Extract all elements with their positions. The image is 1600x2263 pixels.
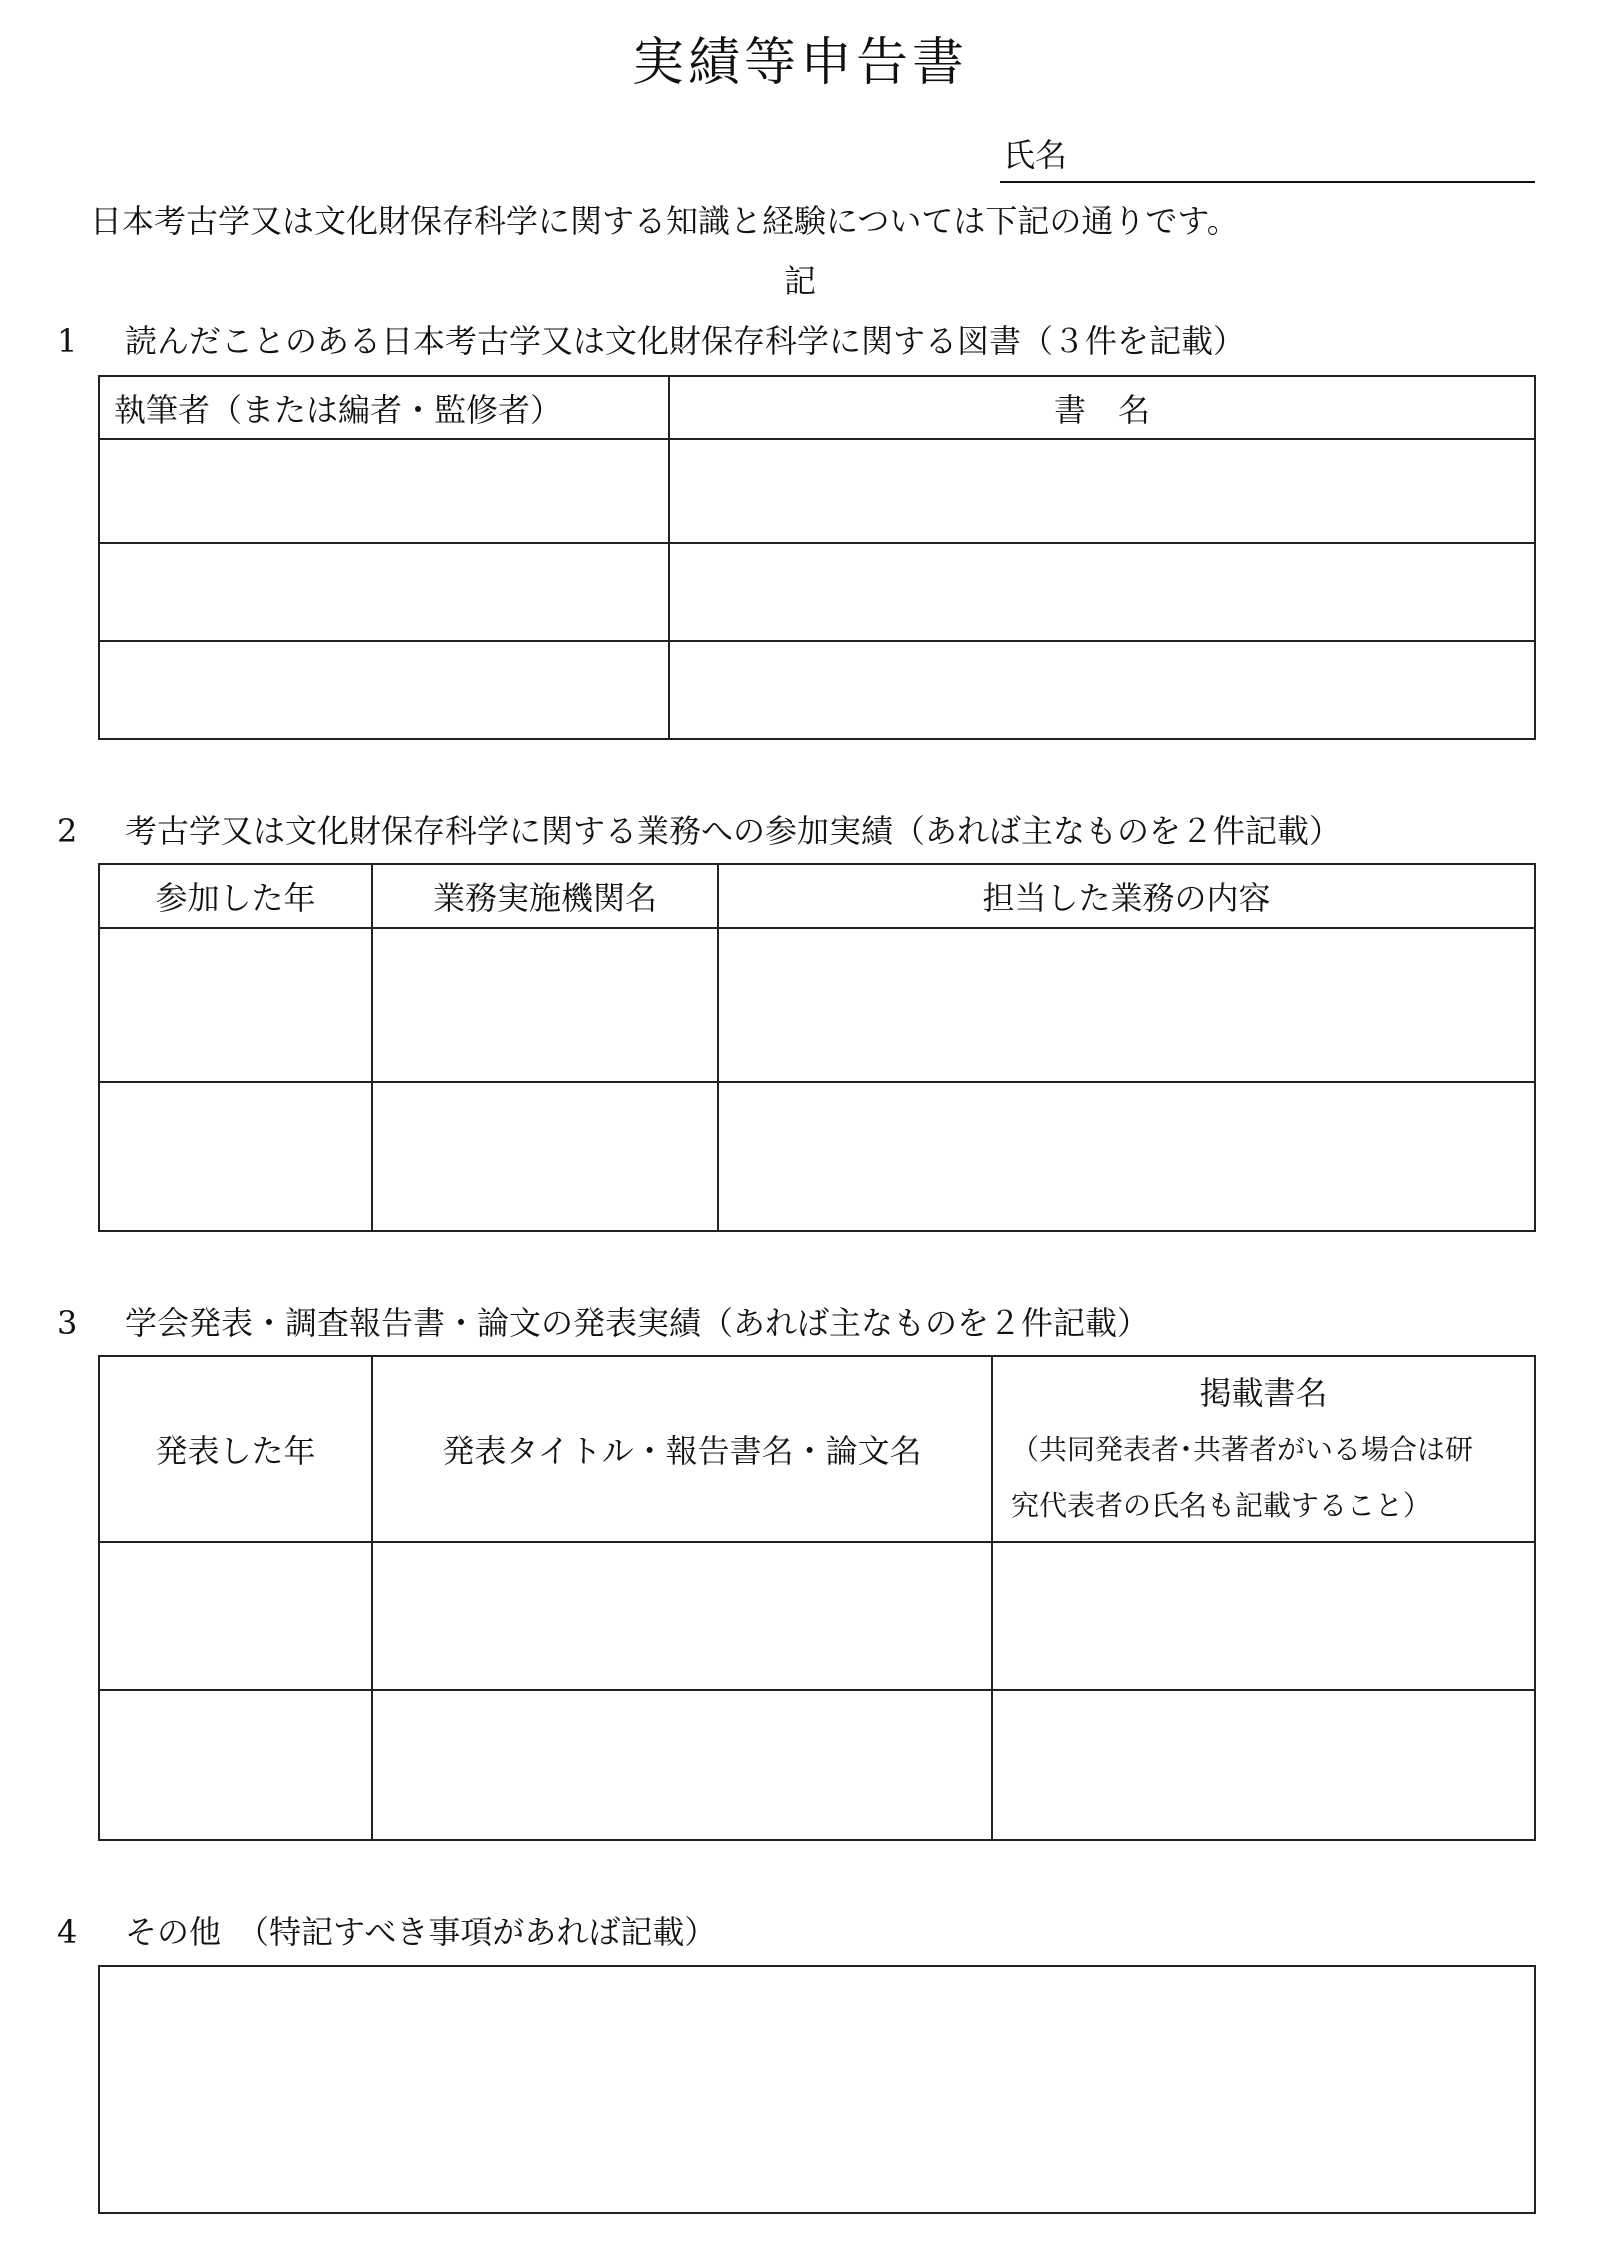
pubs-row-1 — [99, 1542, 1535, 1690]
duties-row-1-year-cell[interactable] — [99, 928, 372, 1082]
duties-row-1-org-cell[interactable] — [372, 928, 718, 1082]
books-col-author: 執筆者（または編者・監修者） — [99, 376, 669, 439]
duties-row-1-duty-cell[interactable] — [718, 928, 1535, 1082]
books-row-2-author-cell[interactable] — [99, 543, 669, 641]
section1-number: 1 — [57, 322, 78, 360]
books-row-3-title-cell[interactable] — [669, 641, 1535, 739]
books-row-1-author-cell[interactable] — [99, 439, 669, 543]
pubs-col-title: 発表タイトル・報告書名・論文名 — [372, 1356, 992, 1542]
section3-heading — [57, 1300, 1149, 1346]
section4-number: 4 — [57, 1913, 78, 1951]
duties-col-org: 業務実施機関名 — [372, 864, 718, 928]
ki-heading: 記 — [783, 262, 816, 300]
pubs-col-publication — [992, 1356, 1535, 1542]
duties-row-2-year-cell[interactable] — [99, 1082, 372, 1231]
section2-heading — [57, 808, 1341, 854]
name-field-line[interactable] — [1000, 181, 1535, 183]
pubs-row-2-publication-cell[interactable] — [992, 1690, 1535, 1840]
duties-table — [98, 863, 1536, 1232]
books-row-1 — [99, 439, 1535, 543]
section1-heading-text: 読んだことのある日本考古学又は文化財保存科学に関する図書（３件を記載） — [125, 322, 1246, 360]
pubs-row-2 — [99, 1690, 1535, 1840]
publications-table — [98, 1355, 1536, 1841]
duties-col-duty: 担当した業務の内容 — [718, 864, 1535, 928]
books-row-3 — [99, 641, 1535, 739]
pubs-row-1-title-cell[interactable] — [372, 1542, 992, 1690]
duties-row-2-duty-cell[interactable] — [718, 1082, 1535, 1231]
pubs-col-publication-label: 掲載書名 — [1199, 1374, 1328, 1412]
document-title: 実績等申告書 — [631, 33, 968, 93]
section3-heading-text: 学会発表・調査報告書・論文の発表実績（あれば主なものを２件記載） — [125, 1304, 1150, 1342]
pubs-col-publication-note-1: （共同発表者･共著者がいる場合は研 — [1011, 1433, 1474, 1466]
name-label: 氏名 — [1003, 136, 1068, 174]
duties-col-year: 参加した年 — [99, 864, 372, 928]
books-row-1-title-cell[interactable] — [669, 439, 1535, 543]
pubs-col-publication-note-2: 究代表者の氏名も記載すること） — [1011, 1489, 1432, 1522]
books-row-2 — [99, 543, 1535, 641]
section4-heading-text: その他 （特記すべき事項があれば記載） — [125, 1913, 717, 1951]
duties-row-2-org-cell[interactable] — [372, 1082, 718, 1231]
section2-heading-text: 考古学又は文化財保存科学に関する業務への参加実績（あれば主なものを２件記載） — [125, 812, 1342, 850]
books-table — [98, 375, 1536, 740]
books-row-2-title-cell[interactable] — [669, 543, 1535, 641]
pubs-row-1-publication-cell[interactable] — [992, 1542, 1535, 1690]
duties-row-2 — [99, 1082, 1535, 1231]
pubs-col-year: 発表した年 — [99, 1356, 372, 1542]
section4-heading — [57, 1909, 716, 1955]
section1-heading — [57, 318, 1245, 364]
section2-number: 2 — [57, 812, 78, 850]
duties-row-1 — [99, 928, 1535, 1082]
pubs-row-2-title-cell[interactable] — [372, 1690, 992, 1840]
other-notes-box[interactable] — [98, 1965, 1536, 2214]
books-col-title: 書 名 — [669, 376, 1535, 439]
pubs-row-2-year-cell[interactable] — [99, 1690, 372, 1840]
pubs-row-1-year-cell[interactable] — [99, 1542, 372, 1690]
intro-text: 日本考古学又は文化財保存科学に関する知識と経験については下記の通りです。 — [90, 202, 1239, 240]
section3-number: 3 — [57, 1304, 78, 1342]
books-row-3-author-cell[interactable] — [99, 641, 669, 739]
